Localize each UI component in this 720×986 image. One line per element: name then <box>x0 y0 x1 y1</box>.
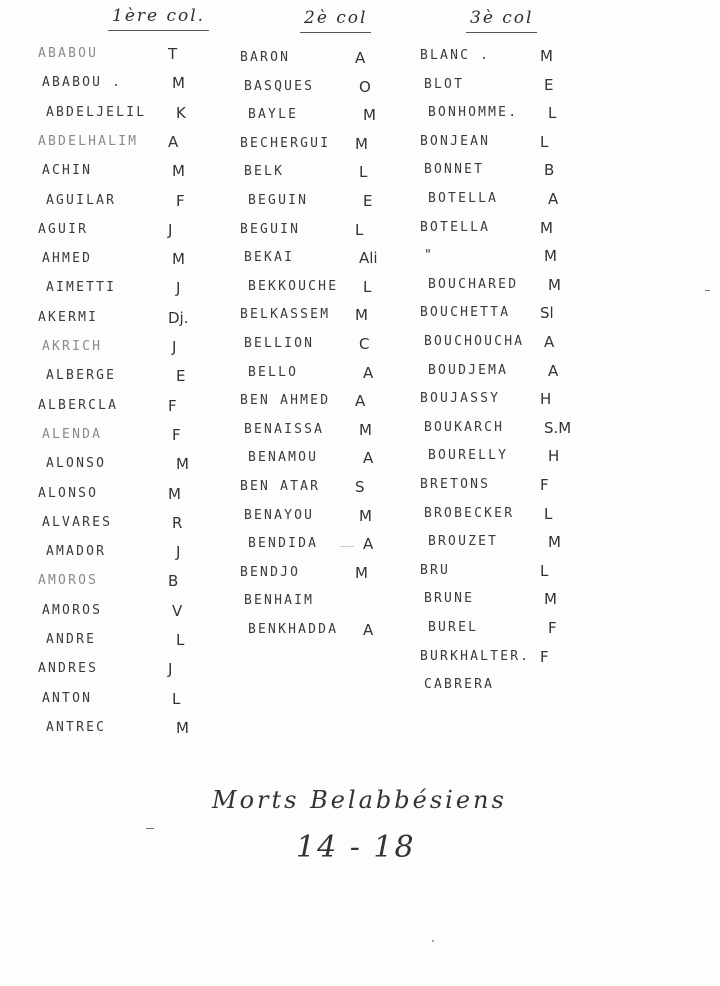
entry-initial: L <box>172 689 181 708</box>
entry-surname: BROBECKER <box>424 505 515 521</box>
name-entry <box>424 333 555 351</box>
entry-initial: M <box>172 74 185 93</box>
entry-initial: B <box>544 161 555 180</box>
entry-initial: H <box>540 390 552 409</box>
entry-surname: BEKAI <box>244 250 295 266</box>
entry-initial: E <box>363 192 373 210</box>
entry-surname: BUREL <box>428 620 479 635</box>
footer-title: Morts Belabbésiens <box>212 786 507 814</box>
entry-surname: BELKASSEM <box>240 307 331 323</box>
entry-surname: BOUJASSY <box>420 391 501 407</box>
entry-initial: L <box>363 277 372 296</box>
entry-initial: M <box>540 218 553 237</box>
name-entry <box>244 420 372 439</box>
name-entry <box>38 308 189 327</box>
entry-initial: M <box>176 718 189 737</box>
entry-surname: BENHAIM <box>244 593 315 609</box>
name-entry <box>248 363 374 382</box>
entry-surname: AIMETTI <box>46 280 117 296</box>
entry-surname: AKERMI <box>38 309 99 325</box>
name-entry <box>240 563 368 582</box>
entry-initial: L <box>540 561 549 580</box>
entry-initial: J <box>176 279 181 298</box>
name-entry <box>248 621 374 639</box>
entry-surname: BONJEAN <box>420 133 491 149</box>
entry-surname: BROUZET <box>428 534 499 550</box>
entry-initial: J <box>176 543 181 562</box>
name-entry <box>46 631 185 649</box>
column-1-heading <box>112 6 205 26</box>
name-entry <box>244 335 370 353</box>
entry-initial: A <box>355 49 366 67</box>
column-3-heading <box>470 8 533 28</box>
stray-pen-mark <box>146 828 154 829</box>
entry-initial: F <box>176 191 185 210</box>
name-entry <box>38 484 181 503</box>
name-entry <box>46 103 186 122</box>
entry-initial: M <box>359 420 372 439</box>
name-entry <box>248 106 376 125</box>
entry-initial: L <box>359 163 368 182</box>
entry-surname: BEGUIN <box>240 221 301 237</box>
name-entry <box>38 45 178 63</box>
entry-surname: BENAMOU <box>248 450 319 466</box>
stray-pen-mark <box>705 290 710 291</box>
name-entry <box>42 601 183 620</box>
name-entry <box>38 660 173 679</box>
entry-initial: F <box>172 425 181 444</box>
entry-surname: BAYLE <box>248 107 299 123</box>
name-entry <box>424 247 557 266</box>
name-entry <box>428 361 559 380</box>
entry-surname: BOTELLA <box>428 191 499 206</box>
entry-surname: BOTELLA <box>420 219 491 235</box>
entry-initial: A <box>548 361 559 380</box>
entry-initial: F <box>540 647 549 666</box>
name-entry <box>420 390 552 409</box>
entry-surname: ACHIN <box>42 163 93 179</box>
entry-surname: BEKKOUCHE <box>248 278 339 294</box>
name-entry <box>248 192 373 210</box>
entry-initial: M <box>172 162 185 181</box>
name-entry <box>424 75 554 94</box>
name-entry <box>46 191 185 210</box>
entry-initial: M <box>355 134 368 153</box>
entry-initial: M <box>355 563 368 582</box>
entry-surname: ABDELHALIM <box>38 133 139 149</box>
entry-surname: BOUKARCH <box>424 419 505 435</box>
entry-initial: A <box>363 621 374 639</box>
stray-pen-mark <box>340 546 354 547</box>
name-entry <box>420 476 549 494</box>
name-entry <box>244 77 371 96</box>
entry-surname: BOUCHOUCHA <box>424 334 525 349</box>
entry-initial: E <box>176 367 186 386</box>
entry-surname: BENDIDA <box>248 536 319 552</box>
entry-surname: ALONSO <box>46 456 107 472</box>
entry-surname: ABABOU . <box>42 75 123 91</box>
entry-initial: K <box>176 103 186 122</box>
entry-initial: A <box>363 535 374 554</box>
column-2-heading-text: 2è col <box>304 8 368 28</box>
name-entry <box>42 689 181 708</box>
entry-surname: BURKHALTER. <box>420 648 531 664</box>
entry-surname: BLANC . <box>420 48 491 63</box>
entry-surname: ALBERGE <box>46 368 117 384</box>
name-entry <box>424 161 555 180</box>
name-entry <box>42 513 183 532</box>
entry-initial: F <box>540 476 549 494</box>
entry-initial: S.M <box>544 418 572 437</box>
entry-initial: F <box>168 396 177 415</box>
column-1-heading-underline <box>108 30 209 31</box>
entry-surname: ABDELJELIL <box>46 104 147 120</box>
name-entry <box>424 590 557 609</box>
name-entry <box>428 533 561 552</box>
entry-surname: BARON <box>240 50 291 65</box>
entry-surname: ANTON <box>42 690 93 706</box>
entry-surname: BEN ATAR <box>240 479 321 494</box>
name-entry <box>420 304 554 323</box>
column-3-heading-text: 3è col <box>470 8 534 28</box>
entry-initial: Sl <box>540 304 554 323</box>
entry-initial: A <box>544 333 555 351</box>
name-entry <box>424 504 553 523</box>
column-1-heading-text: 1ère col. <box>112 6 206 26</box>
entry-surname: BRU <box>420 562 451 578</box>
entry-initial: A <box>168 132 179 151</box>
entry-initial: M <box>172 250 185 269</box>
entry-surname: BRETONS <box>420 477 491 492</box>
stray-dot <box>432 940 434 942</box>
entry-surname: BOUCHETTA <box>420 305 511 321</box>
name-entry <box>46 543 181 562</box>
name-entry <box>240 478 365 496</box>
entry-initial: B <box>168 572 179 591</box>
name-entry <box>244 163 368 182</box>
entry-surname: AMOROS <box>42 602 103 618</box>
entry-initial: V <box>172 601 183 620</box>
name-entry <box>424 418 572 437</box>
name-entry <box>420 47 553 65</box>
entry-surname: AKRICH <box>42 339 103 354</box>
entry-initial: J <box>172 338 177 356</box>
entry-initial: M <box>355 306 368 325</box>
entry-initial: A <box>548 190 559 208</box>
name-entry <box>428 190 559 208</box>
entry-surname: BENDJO <box>240 564 301 580</box>
entry-surname: AMADOR <box>46 544 107 560</box>
name-entry <box>38 396 177 415</box>
name-entry <box>42 425 181 444</box>
entry-initial: A <box>355 392 366 411</box>
entry-initial: Ali <box>359 249 378 268</box>
entry-surname: ALBERCLA <box>38 397 119 413</box>
entry-initial: M <box>168 484 181 503</box>
entry-initial: L <box>176 631 185 649</box>
name-entry <box>248 535 374 554</box>
name-entry <box>428 275 561 294</box>
entry-initial: L <box>548 104 557 123</box>
entry-surname: ALONSO <box>38 485 99 501</box>
entry-initial: A <box>363 449 374 468</box>
entry-surname: BONNET <box>424 162 485 178</box>
name-entry <box>38 132 179 151</box>
name-entry <box>240 392 366 411</box>
entry-initial: M <box>544 590 557 609</box>
column-2-heading-underline <box>300 32 371 33</box>
entry-surname: AGUIR <box>38 221 89 237</box>
entry-initial: L <box>540 132 549 151</box>
entry-surname: BLOT <box>424 76 465 92</box>
name-entry <box>420 561 549 580</box>
name-entry <box>248 277 372 296</box>
entry-initial: M <box>363 106 376 125</box>
name-entry <box>244 593 314 608</box>
name-entry <box>42 74 185 93</box>
entry-initial: T <box>168 45 178 63</box>
entry-initial: M <box>359 506 372 525</box>
entry-surname: BEN AHMED <box>240 393 331 409</box>
entry-initial: M <box>544 247 557 266</box>
entry-initial: Dj. <box>168 308 189 327</box>
entry-initial: H <box>548 447 560 466</box>
name-entry <box>42 338 177 356</box>
entry-surname: ALVARES <box>42 514 113 530</box>
entry-surname: BONHOMME. <box>428 105 519 121</box>
name-entry <box>248 449 374 468</box>
entry-initial: M <box>548 275 561 294</box>
entry-initial: O <box>359 77 371 96</box>
name-entry <box>244 506 372 525</box>
name-entry <box>424 677 494 692</box>
entry-surname: BENKHADDA <box>248 622 339 637</box>
entry-surname: BOUDJEMA <box>428 362 509 378</box>
column-2-heading <box>304 8 367 28</box>
name-entry <box>428 619 557 637</box>
name-entry <box>428 104 557 123</box>
entry-surname: BOURELLY <box>428 448 509 464</box>
name-entry <box>240 134 368 153</box>
name-entry <box>46 279 181 298</box>
name-entry <box>38 572 179 591</box>
name-entry <box>42 250 185 269</box>
entry-initial: M <box>176 455 189 474</box>
entry-surname: BENAISSA <box>244 421 325 437</box>
entry-surname: ABABOU <box>38 46 99 61</box>
name-entry <box>46 367 186 386</box>
footer-dates: 14 - 18 <box>296 830 416 865</box>
entry-initial: M <box>548 533 561 552</box>
entry-initial: J <box>168 220 173 239</box>
name-entry <box>46 718 189 737</box>
entry-surname: ANTREC <box>46 719 107 735</box>
name-entry <box>38 220 173 239</box>
entry-surname: BELLO <box>248 364 299 380</box>
entry-surname: ANDRE <box>46 632 97 647</box>
name-entry <box>244 249 378 268</box>
name-entry <box>420 647 549 666</box>
entry-initial: A <box>363 363 374 382</box>
entry-initial: L <box>544 504 553 523</box>
entry-surname: ALENDA <box>42 426 103 442</box>
name-entry <box>420 218 553 237</box>
entry-surname: BECHERGUI <box>240 135 331 151</box>
entry-surname: AMOROS <box>38 573 99 589</box>
entry-surname: BELK <box>244 164 285 180</box>
name-entry <box>240 306 368 325</box>
entry-initial: R <box>172 513 183 532</box>
entry-initial: C <box>359 335 370 353</box>
entry-initial: F <box>548 619 557 637</box>
entry-initial: E <box>544 75 554 94</box>
name-entry <box>420 132 549 151</box>
name-entry <box>46 455 189 474</box>
entry-surname: " <box>424 248 435 264</box>
entry-surname: BASQUES <box>244 78 315 94</box>
column-3-heading-underline <box>466 32 537 33</box>
entry-surname: BENAYOU <box>244 507 315 523</box>
name-entry <box>240 49 366 67</box>
entry-initial: S <box>355 478 365 496</box>
entry-surname: CABRERA <box>424 677 495 693</box>
entry-initial: M <box>540 47 553 65</box>
entry-surname: BRUNE <box>424 591 475 607</box>
entry-initial: L <box>355 220 364 239</box>
name-entry <box>428 447 560 466</box>
entry-surname: BOUCHARED <box>428 276 519 292</box>
entry-surname: AGUILAR <box>46 192 117 208</box>
entry-surname: BELLION <box>244 336 315 351</box>
name-entry <box>240 220 364 239</box>
entry-surname: BEGUIN <box>248 193 309 208</box>
name-entry <box>42 162 185 181</box>
entry-surname: ANDRES <box>38 661 99 677</box>
entry-surname: AHMED <box>42 251 93 267</box>
entry-initial: J <box>168 660 173 679</box>
